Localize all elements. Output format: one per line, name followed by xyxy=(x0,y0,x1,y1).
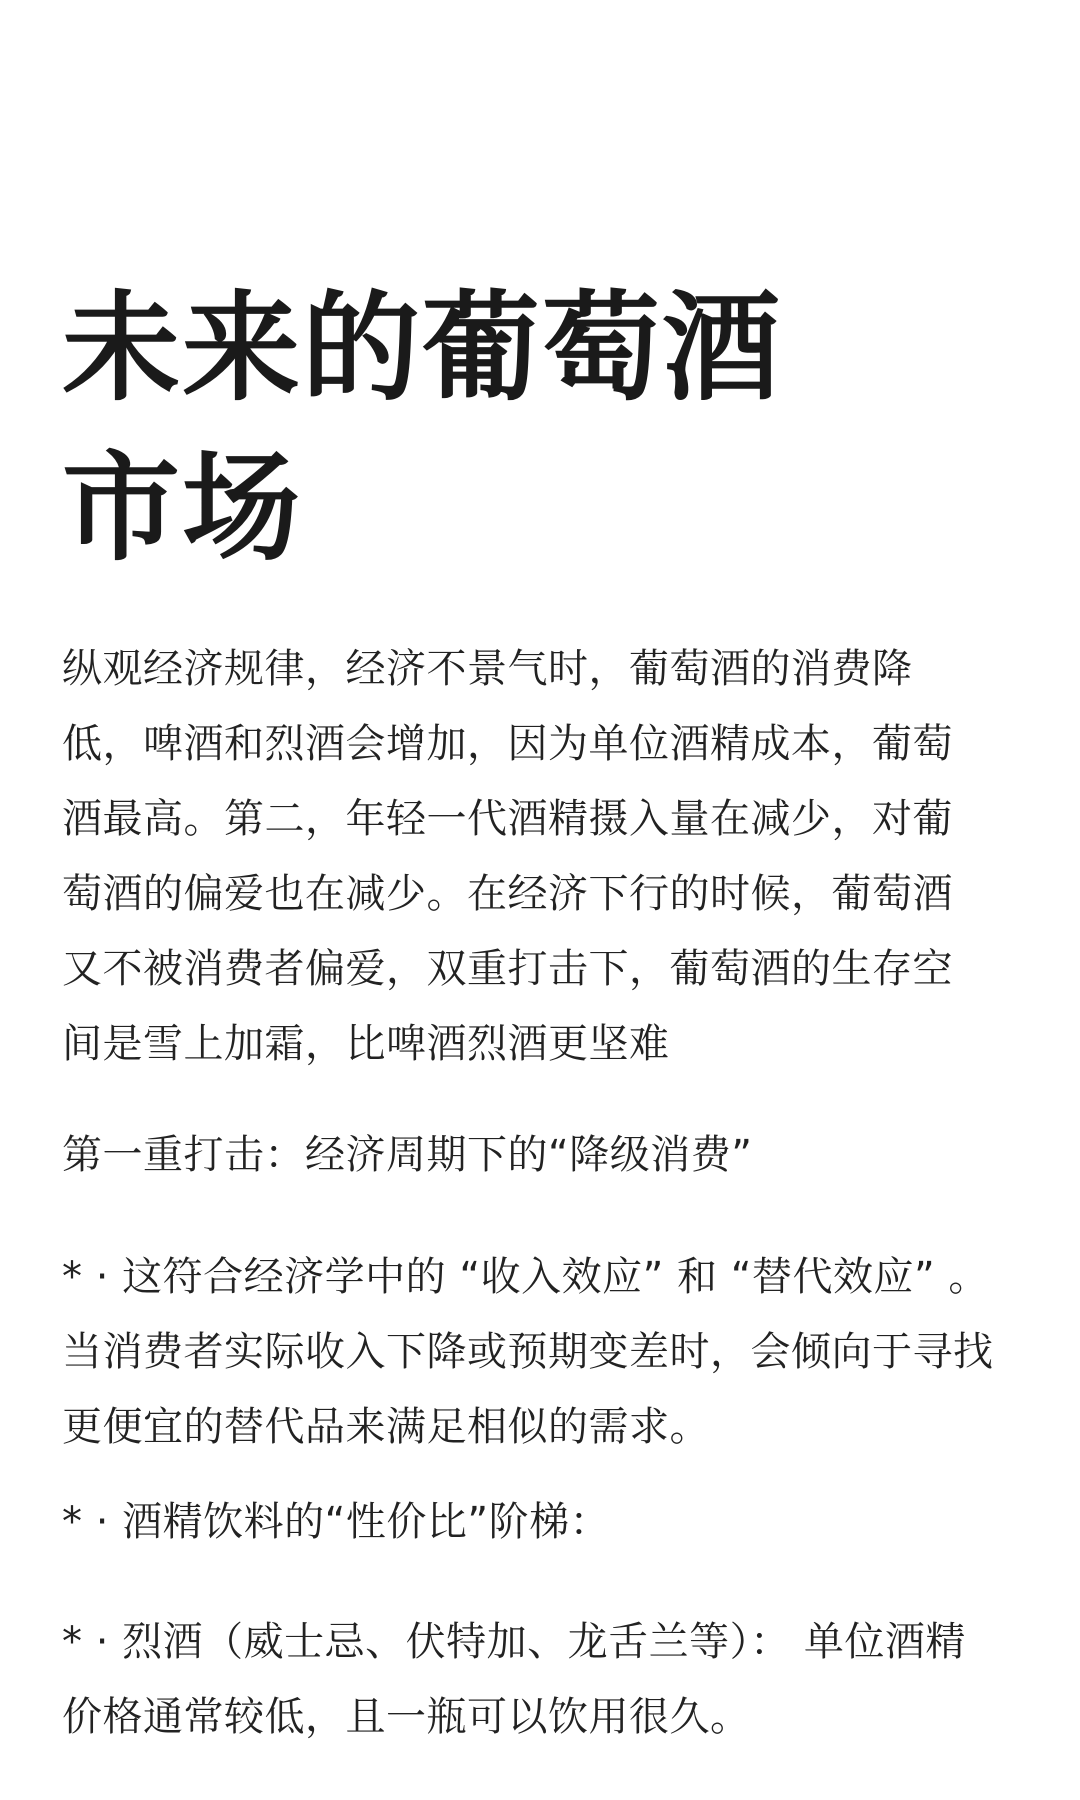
bullet-item xyxy=(62,1240,1032,1465)
paragraph-line: 酒最高。第二，年轻一代酒精摄入量在减少，对葡 xyxy=(62,796,953,842)
title-line-1: 未来的葡萄酒 xyxy=(62,279,783,417)
bullet-line: 当消费者实际收入下降或预期变差时，会倾向于寻找 xyxy=(62,1329,994,1375)
section-heading-text: 第一重打击：经济周期下的“降级消费” xyxy=(62,1132,753,1178)
title-line-2: 市场 xyxy=(62,439,303,577)
bullet-line: * · 烈酒（威士忌、伏特加、龙舌兰等）： 单位酒精 xyxy=(62,1619,966,1665)
paragraph-line: 低，啤酒和烈酒会增加，因为单位酒精成本，葡萄 xyxy=(62,721,953,767)
intro-paragraph xyxy=(62,632,1032,1082)
bullet-line: 价格通常较低，且一瓶可以饮用很久。 xyxy=(62,1694,751,1740)
page-title xyxy=(62,268,962,588)
bullet-line: 更便宜的替代品来满足相似的需求。 xyxy=(62,1404,710,1450)
paragraph-line: 萄酒的偏爱也在减少。在经济下行的时候，葡萄酒 xyxy=(62,871,953,917)
section-heading xyxy=(62,1118,1032,1193)
paragraph-line: 又不被消费者偏爱，双重打击下，葡萄酒的生存空 xyxy=(62,946,953,992)
bullet-line: * · 这符合经济学中的 “收入效应” 和 “替代效应” 。 xyxy=(62,1254,989,1300)
bullet-line: * · 酒精饮料的“性价比”阶梯： xyxy=(62,1499,611,1545)
paragraph-line: 间是雪上加霜，比啤酒烈酒更坚难 xyxy=(62,1021,670,1067)
bullet-item xyxy=(62,1605,1032,1755)
bullet-item xyxy=(62,1485,1032,1560)
paragraph-line: 纵观经济规律，经济不景气时，葡萄酒的消费降 xyxy=(62,646,913,692)
